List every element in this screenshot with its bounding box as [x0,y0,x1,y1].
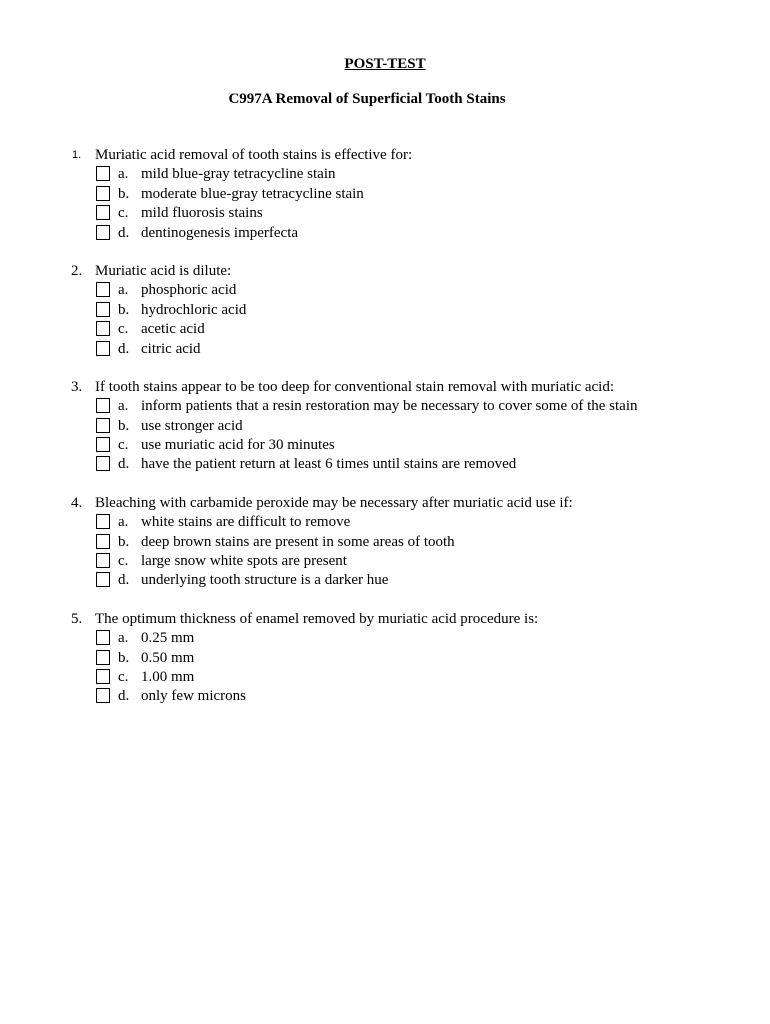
checkbox[interactable] [96,669,110,684]
option-letter: c. [118,437,129,454]
answer-option[interactable] [0,301,770,320]
option-text: deep brown stains are present in some areas of tooth [141,533,455,550]
option-text: only few microns [141,688,246,705]
checkbox[interactable] [96,321,110,336]
answer-option[interactable] [0,224,770,243]
checkbox[interactable] [96,553,110,568]
option-letter: d. [118,688,130,705]
answer-option[interactable] [0,571,770,590]
option-text: underlying tooth structure is a darker hue [141,572,389,589]
option-letter: a. [118,630,129,647]
answer-option[interactable] [0,629,770,648]
option-letter: d. [118,340,130,357]
question-text: If tooth stains appear to be too deep for conventional stain removal with muriatic acid: [95,378,615,395]
option-letter: a. [118,398,129,415]
option-letter: b. [118,185,130,202]
answer-option[interactable] [0,668,770,687]
option-letter: a. [118,514,129,531]
answer-option[interactable] [0,455,770,474]
answer-option[interactable] [0,649,770,668]
option-letter: a. [118,282,129,299]
option-letter: b. [118,417,130,434]
option-text: mild blue-gray tetracycline stain [141,166,336,183]
question-text: Muriatic acid removal of tooth stains is effective for: [95,147,413,163]
answer-option[interactable] [0,533,770,552]
answer-option[interactable] [0,552,770,571]
question-text: Bleaching with carbamide peroxide may be necessary after muriatic acid use if: [95,494,573,511]
question-text: The optimum thickness of enamel removed by muriatic acid procedure is: [95,610,539,627]
answer-option[interactable] [0,185,770,204]
question-5 [0,610,770,707]
question-number: 4. [71,494,83,511]
option-text: acetic acid [141,321,205,338]
answer-option[interactable] [0,436,770,455]
question-2 [0,262,770,359]
checkbox[interactable] [96,437,110,452]
option-text: citric acid [141,340,201,357]
answer-option[interactable] [0,397,770,416]
checkbox[interactable] [96,456,110,471]
option-text: mild fluorosis stains [141,205,263,222]
option-text: have the patient return at least 6 times until stains are removed [141,456,517,473]
option-text: white stains are difficult to remove [141,514,351,531]
checkbox[interactable] [96,650,110,665]
checkbox[interactable] [96,166,110,181]
checkbox[interactable] [96,186,110,201]
option-text: hydrochloric acid [141,301,247,318]
question-number: 1. [72,149,82,161]
option-letter: c. [118,668,129,685]
option-text: use muriatic acid for 30 minutes [141,437,335,454]
option-text: 0.25 mm [141,630,195,647]
page-title: POST-TEST [344,56,426,72]
answer-option[interactable] [0,165,770,184]
checkbox[interactable] [96,205,110,220]
option-text: moderate blue-gray tetracycline stain [141,185,364,202]
answer-option[interactable] [0,687,770,706]
checkbox[interactable] [96,534,110,549]
option-letter: d. [118,572,130,589]
checkbox[interactable] [96,418,110,433]
answer-option[interactable] [0,513,770,532]
answer-option[interactable] [0,281,770,300]
page-subtitle: C997A Removal of Superficial Tooth Stains [228,91,506,107]
question-4 [0,494,770,591]
option-letter: c. [118,553,129,570]
option-text: 1.00 mm [141,668,195,685]
checkbox[interactable] [96,398,110,413]
answer-option[interactable] [0,417,770,436]
question-number: 3. [71,378,83,395]
option-letter: c. [118,205,129,222]
checkbox[interactable] [96,630,110,645]
option-letter: a. [118,166,129,183]
option-letter: d. [118,224,130,241]
option-letter: b. [118,533,130,550]
option-letter: d. [118,456,130,473]
answer-option[interactable] [0,320,770,339]
checkbox[interactable] [96,302,110,317]
option-text: large snow white spots are present [141,553,347,570]
option-text: phosphoric acid [141,282,237,299]
option-text: inform patients that a resin restoration may be necessary to cover some of the stain [141,398,638,415]
option-letter: b. [118,649,130,666]
answer-option[interactable] [0,340,770,359]
checkbox[interactable] [96,225,110,240]
option-text: dentinogenesis imperfecta [141,224,299,241]
question-text: Muriatic acid is dilute: [95,262,232,279]
question-1 [0,146,770,243]
question-3 [0,378,770,475]
question-number: 5. [71,610,83,627]
option-letter: c. [118,321,129,338]
option-text: 0.50 mm [141,649,195,666]
question-list [0,146,770,726]
option-letter: b. [118,301,130,318]
checkbox[interactable] [96,341,110,356]
question-number: 2. [71,262,83,279]
checkbox[interactable] [96,572,110,587]
option-text: use stronger acid [141,417,243,434]
checkbox[interactable] [96,514,110,529]
checkbox[interactable] [96,688,110,703]
checkbox[interactable] [96,282,110,297]
answer-option[interactable] [0,204,770,223]
